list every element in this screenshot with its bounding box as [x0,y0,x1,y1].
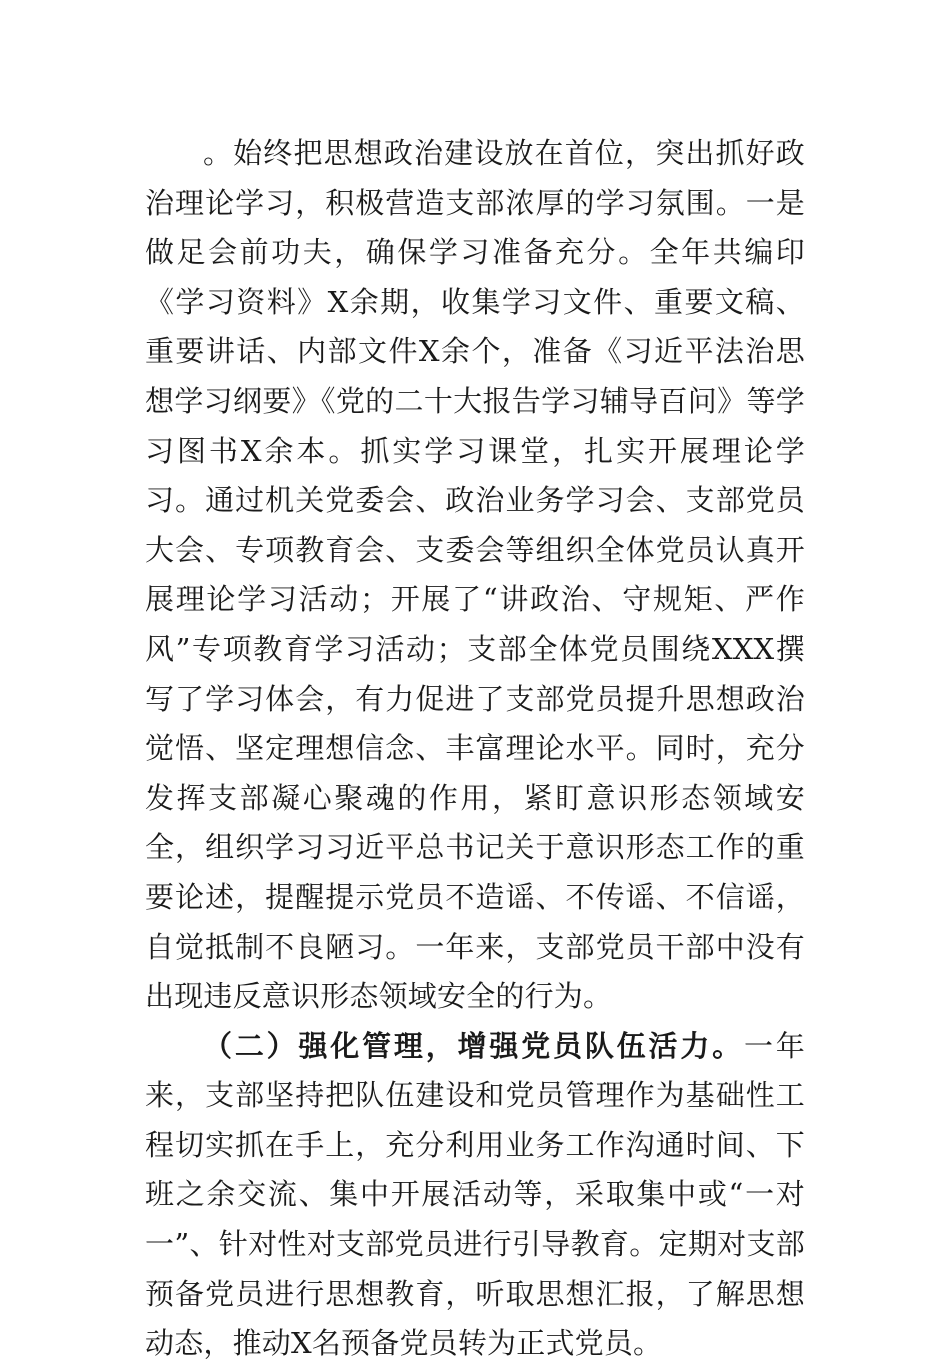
paragraph-text: 。始终把思想政治建设放在首位，突出抓好政治理论学习，积极营造支部浓厚的学习氛围。一是做足会前功夫，确保学习准备充分。全年共编印《学习资料》X余期，收集学习文件、重要文稿、重要讲话、内部文件X余个，准备《习近平法治思想学习纲要》《党的二十大报告学习辅导百问》等学习图书X余本。抓实学习课堂，扎实开展理论学习。通过机关党委会、政治业务学习会、支部党员大会、专项教育会、支委会等组织全体党员认真开展理论学习活动；开展了“讲政治、守规矩、严作风”专项教育学习活动；支部全体党员围绕XXX撰写了学习体会，有力促进了支部党员提升思想政治觉悟、坚定理想信念、丰富理论水平。同时，充分发挥支部凝心聚魂的作用，紧盯意识形态领域安全，组织学习习近平总书记关于意识形态工作的重要论述，提醒提示党员不造谣、不传谣、不信谣，自觉抵制不良陋习。一年来，支部党员干部中没有出现违反意识形态领域安全的行为。 [145,136,805,1014]
paragraph-team-management [145,1022,805,1369]
section-heading: （二）强化管理，增强党员队伍活力。 [203,1028,744,1063]
paragraph-text: 一年来，支部坚持把队伍建设和党员管理作为基础性工程切实抓在手上，充分利用业务工作沟通时间、下班之余交流、集中开展活动等，采取集中或“一对一”、针对性对支部党员进行引导教育。定期对支部预备党员进行思想教育，听取思想汇报，了解思想动态，推动X名预备党员转为正式党员。 [145,1028,805,1361]
document-body [145,129,805,1369]
paragraph-theory-study [145,129,805,1022]
